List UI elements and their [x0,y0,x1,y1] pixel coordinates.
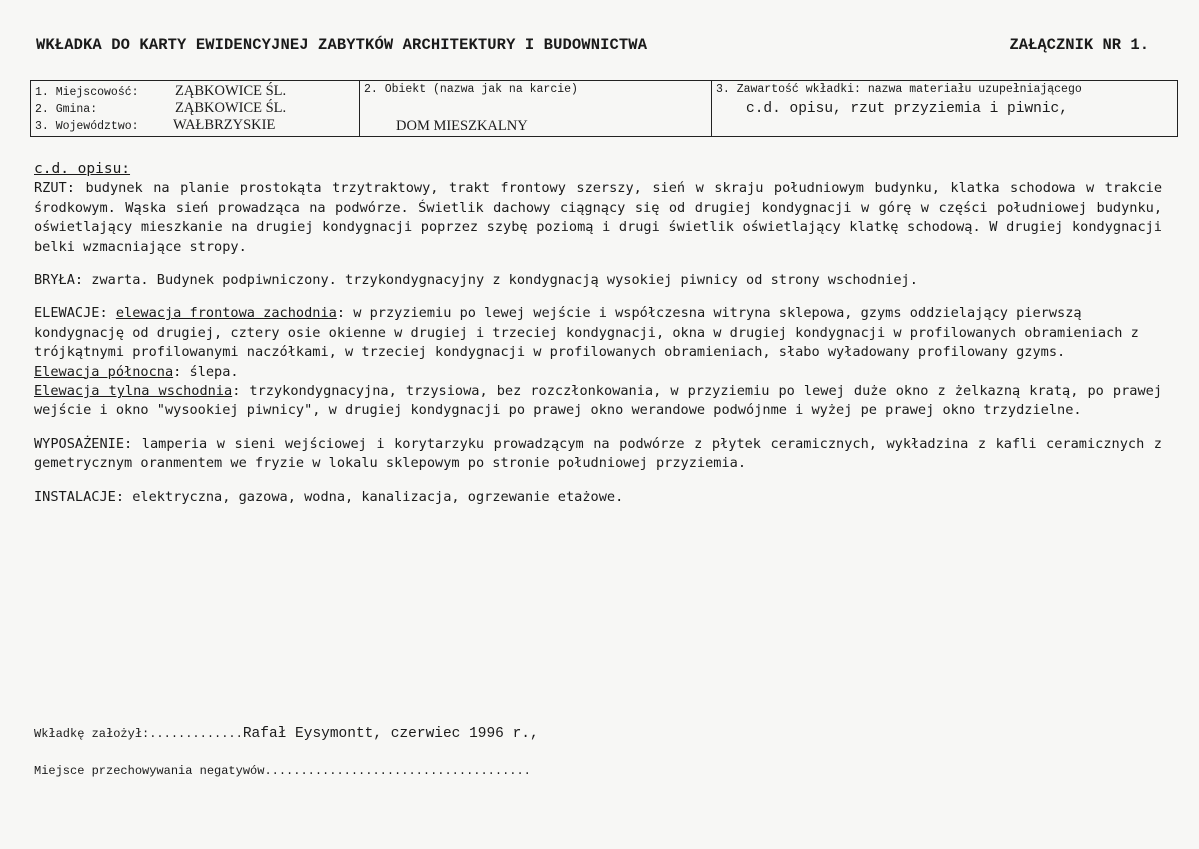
object-label: 2. Obiekt (nazwa jak na karcie) [364,83,578,96]
rear-elevation-text: : trzykondygnacyjna, trzysiowa, bez rozczłonkowania, w przyziemiu po lewej duże okno z żelkazną kratą, po prawej wejście i okno "wysookiej piwnicy", w drugiej kondygnacji po prawej okno werandowe podwójnme i wyżej pe prawej okno trzydzielne. [34,383,1163,419]
instalacje-text: elektryczna, gazowa, wodna, kanalizacja, ogrzewanie etażowe. [132,488,624,505]
rzut-label: RZUT: [34,180,75,197]
north-elevation-text: : ślepa. [173,363,239,380]
author-line [34,726,539,742]
wyposazenie-text: lamperia w sieni wejściowej i korytarzyku prowadzącym na podwórze z płytek ceramicznych, wykładzina z kafli ceramicznych z gemetrycznym oranmentem we fryzie w lokalu sklepowym po stronie południowej przyziemia. [34,435,1162,472]
negatives-label: Miejsce przechowywania negatywów..................................... [34,764,531,778]
continuation-heading: c.d. opisu: [34,161,131,177]
location-cell [31,81,360,136]
north-elevation-paragraph [34,363,1162,382]
contents-label: 3. Zawartość wkładki: nazwa materiału uzupełniającego [716,83,1082,96]
author-value: Rafał Eysymontt, czerwiec 1996 r., [242,726,539,742]
instalacje-label: INSTALACJE: [34,488,125,505]
locality-row [35,83,359,100]
negatives-line [34,764,531,778]
locality-label: 1. Miejscowość: [35,86,139,99]
front-elevation-text: : w przyziemiu po lewej wejście i współczesna witryna sklepowa, gzyms oddzielający pierwszą kondygnację od drugiej, cztery osie okienne w drugiej i trzeciej kondygnacji, okna w drugiej kondygnacji w profilowanych obramieniach z trójkątnymi profilowanymi naczółkami, w trzeciej kondygnacji w profilowanych obramieniach, słabo wyładowany profilowany gzyms. [34,305,1139,361]
wyposazenie-paragraph [34,435,1162,474]
commune-label: 2. Gmina: [35,103,98,116]
commune-value: ZĄBKOWICE ŚL. [175,100,287,116]
bryla-text: zwarta. Budynek podpiwniczony. trzykondygnacyjny z kondygnacją wysokiej piwnicy od strony wschodniej. [91,272,918,289]
contents-cell [712,81,1177,136]
voivodeship-value: WAŁBRZYSKIE [173,117,276,133]
contents-value: c.d. opisu, rzut przyziemia i piwnic, [746,101,1068,117]
bryla-label: BRYŁA: [34,272,84,289]
voivodeship-label: 3. Województwo: [35,120,139,133]
north-elevation-label: Elewacja północna [34,363,174,380]
commune-row [35,100,359,117]
rzut-text: budynek na planie prostokąta trzytraktowy, trakt frontowy szerszy, sień w skraju południowym budynku, klatka schodowa w trakcie środkowym. Wąska sień prowadząca na podwórze. Świetlik dachowy ciągnący się od drugiej kondygnacji w górę w części południowej budynku, oświetlający mieszkanie na drugiej kondygnacji poprzez szybę poziomą i drugi świetlik oświetlający klatkę schodową. W drugiej kondygnacji belki wzmacniające stropy. [34,180,1162,255]
bryla-paragraph [34,271,1162,290]
author-label: Wkładkę założył:............. [34,727,243,741]
description-body [34,160,1162,521]
object-value: DOM MIESZKALNY [396,118,528,134]
rzut-paragraph [34,179,1162,257]
elewacje-paragraph [34,304,1162,362]
elewacje-label: ELEWACJE: [34,305,108,322]
rear-elevation-paragraph [34,382,1162,421]
document-title: WKŁADKA DO KARTY EWIDENCYJNEJ ZABYTKÓW ARCHITEKTURY I BUDOWNICTWA [36,36,648,54]
locality-value: ZĄBKOWICE ŚL. [175,83,287,99]
annex-number: ZAŁĄCZNIK NR 1. [1009,36,1149,54]
rear-elevation-label: Elewacja tylna wschodnia [34,383,233,400]
form-header-box [30,80,1178,137]
wyposazenie-label: WYPOSAŻENIE: [34,435,133,452]
instalacje-paragraph [34,488,1162,507]
object-cell [360,81,712,136]
voivodeship-row [35,117,359,134]
front-elevation-label: elewacja frontowa zachodnia [115,305,337,322]
